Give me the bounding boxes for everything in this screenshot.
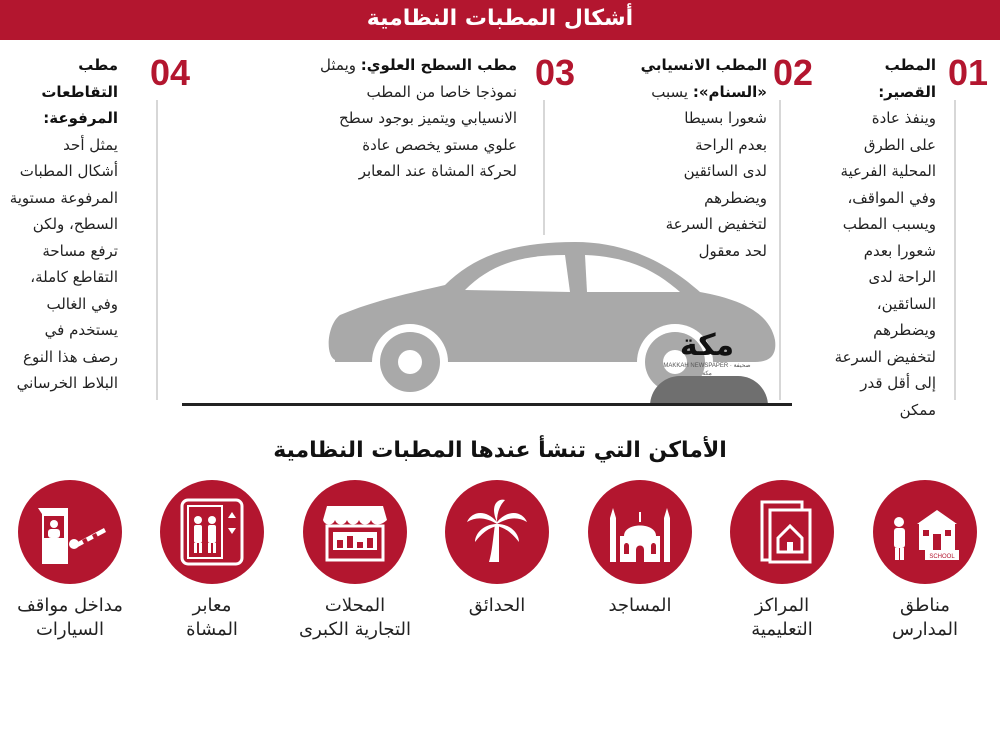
desc-line: لتخفيض السرعة <box>665 215 767 233</box>
place-label: مناطق المدارس <box>891 595 958 640</box>
place-label: المراكز التعليمية <box>751 595 813 640</box>
pedestrian-crossing-icon <box>174 494 250 570</box>
bump-number: 04 <box>149 52 190 93</box>
desc-line: لحد معقول <box>698 241 767 260</box>
bump-title: مطب السطح العلوي: <box>360 56 517 74</box>
desc-line: علوي مستو يخصص عادة <box>362 135 517 154</box>
bump-type-short <box>830 52 1000 419</box>
desc-line: المحلية الفرعية <box>840 162 936 180</box>
desc-line: ممكن <box>899 400 936 419</box>
place-circle <box>445 480 549 584</box>
bump-type-raised-intersection <box>0 52 200 404</box>
desc-line: السائقين، <box>876 294 936 313</box>
road-line <box>182 403 792 406</box>
desc-line: يمثل أحد <box>63 135 118 154</box>
school-icon <box>887 494 963 570</box>
place-education-centers <box>712 480 852 642</box>
place-circle <box>303 480 407 584</box>
bump-number: 02 <box>772 52 813 93</box>
place-mosques <box>570 480 710 618</box>
desc-line: لتخفيض السرعة <box>834 347 936 366</box>
bump-title: المرفوعة: <box>43 109 118 127</box>
desc-line: ويضطرهم <box>873 321 936 339</box>
logo-subtitle: MAKKAH NEWSPAPER · صحيفة مكة <box>663 363 751 377</box>
desc-line: ويضطرهم <box>704 188 767 207</box>
divider-line <box>543 100 545 235</box>
place-label: معابر المشاة <box>186 595 238 640</box>
desc-line: الراحة لدى <box>868 268 936 286</box>
palm-tree-icon <box>459 494 535 570</box>
desc-line: رصف هذا النوع <box>23 347 118 366</box>
place-label: المساجد <box>608 595 672 616</box>
bump-description <box>252 52 517 185</box>
place-parking-entrances <box>0 480 140 642</box>
places-title: الأماكن التي تنشأ عندها المطبات النظامية <box>273 438 727 463</box>
shop-icon <box>317 494 393 570</box>
bump-title: التقاطعات <box>41 82 118 101</box>
parking-gate-icon <box>32 494 108 570</box>
place-circle <box>588 480 692 584</box>
place-circle <box>730 480 834 584</box>
bump-title: المطب الانسيابي <box>640 56 767 74</box>
desc-line: المرفوعة مستوية <box>9 188 118 207</box>
desc-line: السطح، ولكن <box>32 215 118 233</box>
desc-line: البلاط الخرساني <box>16 374 118 392</box>
desc-line: على الطرق <box>863 135 936 154</box>
desc-line: بعدم الراحة <box>695 135 767 154</box>
place-parks <box>427 480 567 618</box>
bump-description <box>0 52 118 397</box>
bump-description <box>826 52 936 423</box>
place-shopping <box>285 480 425 642</box>
desc-line: ويمثل <box>320 56 357 74</box>
desc-line: لدى السائقين <box>683 162 767 180</box>
desc-line: يستخدم في <box>44 321 118 339</box>
desc-line: الانسيابي ويتميز بوجود سطح <box>339 109 517 127</box>
school-sign-text: SCHOOL <box>929 554 955 560</box>
makkah-logo <box>662 328 752 377</box>
place-label: مداخل مواقف السيارات <box>17 595 123 640</box>
logo-text: مكة <box>679 328 735 363</box>
desc-line: ويسبب المطب <box>842 215 936 233</box>
place-circle <box>160 480 264 584</box>
place-schools <box>855 480 995 642</box>
place-label: المحلات التجارية الكبرى <box>299 595 411 640</box>
education-center-icon <box>744 494 820 570</box>
desc-line: التقاطع كاملة، <box>30 268 118 286</box>
desc-line: إلى أقل قدر <box>860 374 936 392</box>
desc-line: نموذجا خاصا من المطب <box>366 82 517 101</box>
desc-line: شعورا بسيطا <box>684 109 767 127</box>
divider-line <box>954 100 956 400</box>
place-label: الحدائق <box>468 595 526 616</box>
speed-bump-shape <box>650 376 768 406</box>
header-banner <box>0 0 1000 40</box>
desc-line: يسبب <box>651 82 689 101</box>
desc-line: ترفع مساحة <box>42 241 118 260</box>
bump-title: المطب القصير: <box>878 56 936 101</box>
place-circle <box>18 480 122 584</box>
desc-line: لحركة المشاة عند المعابر <box>358 162 517 180</box>
page-title: أشكال المطبات النظامية <box>366 6 634 31</box>
bump-number: 03 <box>534 52 575 93</box>
desc-line: وفي المواقف، <box>847 188 936 207</box>
desc-line: أشكال المطبات <box>19 162 118 180</box>
place-circle <box>873 480 977 584</box>
desc-line: وفي الغالب <box>46 294 118 313</box>
mosque-icon <box>602 494 678 570</box>
bump-title: «السنام»: <box>692 82 767 101</box>
place-pedestrian-crossings <box>142 480 282 642</box>
desc-line: وينفذ عادة <box>871 109 936 127</box>
bump-number: 01 <box>947 52 988 93</box>
divider-line <box>156 100 158 400</box>
bump-title: مطب <box>78 56 118 74</box>
desc-line: شعورا بعدم <box>863 241 936 260</box>
